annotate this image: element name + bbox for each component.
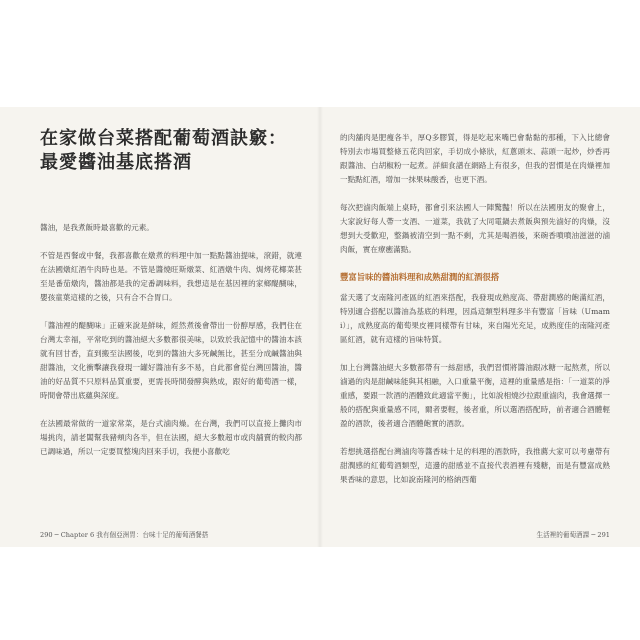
body-paragraph: 加上台灣醬油絕大多數都帶有一絲甜感，我們習慣將醬油跟冰糖一起熬煮，所以滷過的肉是甜鹹味能與其相融，入口重量平衡，這裡的重量感是指：「一道菜的淨重感，要跟一款酒的酒體致此適當平衡」，比如說相燒沙拉跟重滷肉，我會選擇一般的搭配與重量感不同，爾者要輕，後者重，所以選酒搭配時，前者適合酒體輕盈的酒款，後者適合酒體飽實的酒款。 <box>340 363 610 428</box>
body-paragraph: 每次把滷肉飯端上桌時，都會引來法國人一陣驚豔！所以在法國朋友的聚會上，大家說好每人帶一支酒、一道菜，我就了大同電鍋去煮飯與預先滷好的肉燥，沒想到大受歡迎，整鍋被清空到一點不剩，尤其是喝酒後，來碗香噴噴油滋滋的滷肉飯，實在療癒滿點。 <box>340 203 610 254</box>
body-paragraph: 在法國最常做的一道家常菜，是台式滷肉燥。在台灣，我們可以直接上攤肉市場挑肉，請老闆幫我豬頰肉各半，但在法國，絕大多數超市或肉舖賣的較肉都已調味過，所以一定要買整塊肉回來手切，我便小喜歡吃 <box>40 419 302 456</box>
right-page <box>320 107 640 547</box>
body-paragraph: 當天選了支南隆河產區的紅酒來搭配，我發現成熟度高、帶甜潤感的飽滿紅酒，特別適合搭配以醬油為基底的料理，因爲這類型料理多半有豐富「旨味（Umami）」，成熟度高的葡萄果皮裡同樣帶有甘味，來自陽光充足，成熟度佳的南隆河產區紅酒，就有這樣的旨味特質。 <box>340 293 610 344</box>
left-page-footer: 290 ─ Chapter 6 我有個亞洲胃：台味十足的葡萄酒餐搭 <box>40 531 209 539</box>
body-paragraph: 若想挑選搭配台灣滷肉等醬香味十足的料理的酒款時，我推薦大家可以考慮帶有甜潤感的紅葡萄酒類型，這邊的甜感並不直接代表酒裡有殘糖，而是有豐富成熟果香味的意思，比如說南隆河的格納西葡 <box>340 447 610 484</box>
title-line-1: 在家做台菜搭配葡萄酒訣竅： <box>40 128 287 149</box>
lead-paragraph: 醬油，是我煮飯時最喜歡的元素。 <box>40 223 154 232</box>
right-page-footer: 生活裡的葡萄酒課 ─ 291 <box>536 531 610 539</box>
body-paragraph: 的肉舖肉是肥瘦各半，厚Q多膠質，得是吃起來嘴巴會黏黏的那種，下入比總會特別去市場買整條五花肉回家，手切成小條狀，紅蔥頭末、蒜頭一起炒，炒香再跟醬油、白胡椒粉一起煮。詳細食譜在網路上有很多，但我的習慣是在肉燥裡加一點點紅酒，增加一抹果味酸香，也更下酒。 <box>340 133 610 184</box>
section-subheading: 豐富旨味的醬油料理和成熟甜潤的紅酒很搭 <box>340 272 500 282</box>
book-spread <box>0 107 640 547</box>
left-page <box>0 107 320 547</box>
chapter-title <box>40 127 302 175</box>
body-paragraph: 不管是西餐或中餐，我都喜歡在燉煮的料理中加一點點醬油提味，滾錯，就連在法國燉紅酒牛肉時也是。不管是醬燒旺斯燉菜、紅酒燉牛肉、焗烤花椰菜甚至是番茄燉肉，醬油都是我的定番調味料，我想這是在基因裡的家鄉醍醐味，嬰孩童葉這樣的之後，只有合不合胃口。 <box>40 251 302 302</box>
title-line-2: 最愛醬油基底搭酒 <box>40 152 192 173</box>
body-paragraph: 「醬油裡的醍醐味」正確來說是鮮味，經然煮後會帶出一份醇厚感，我們住在台灣太幸福，平常吃到的醬油絕大多數都很美味，以致於我記憶中的醬油本該就有回甘香，直到搬至法國後，吃到的醬油大多死鹹無比，甚至分成鹹醬油與甜醬油，文化衝擊讓我發現一罐好醬油有多不易，自此都會從台灣回醬油，醬油的好品質不只原料品質重要，更需長時間發酵與熟成，跟好的葡萄酒一樣，時間會帶出底蘊與深度。 <box>40 321 302 400</box>
